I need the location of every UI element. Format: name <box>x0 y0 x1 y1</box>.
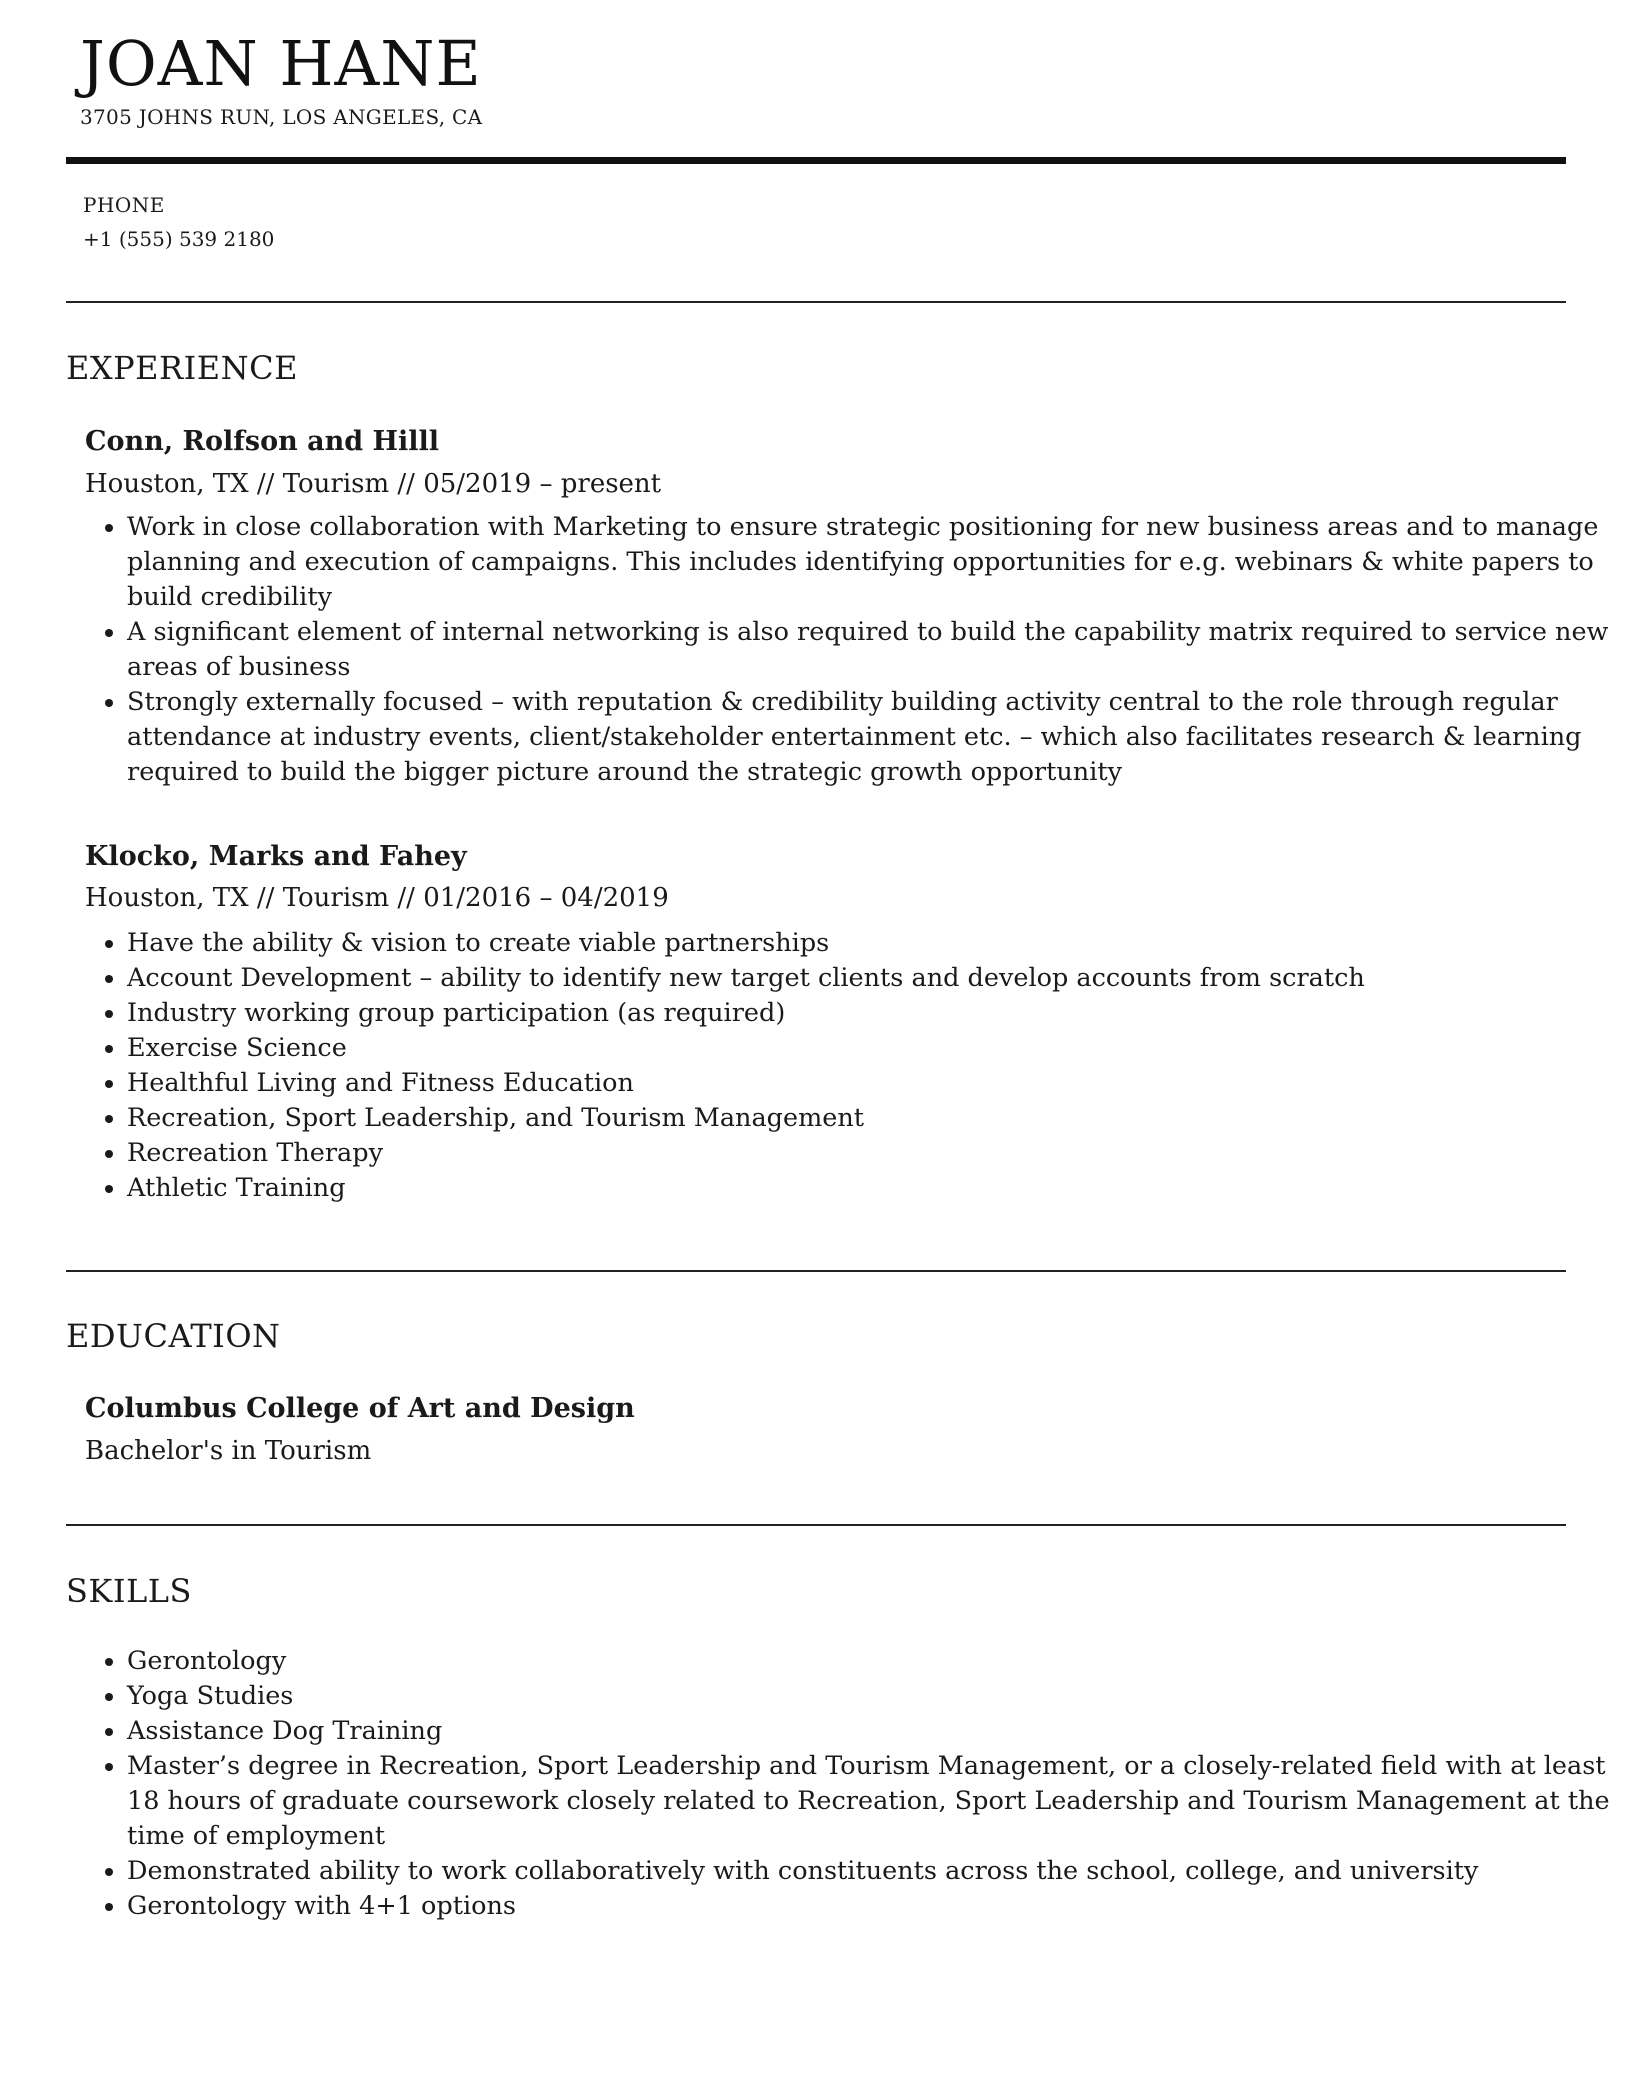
list-item: • Work in close collaboration with Marketing to ensure strategic positioning for new business areas and to manage planning and execution of campaigns. This includes identifying opportunities for e.g. webinars & white papers to build credibility <box>127 510 1617 615</box>
experience-heading: EXPERIENCE <box>66 349 298 387</box>
job-meta: Houston, TX // Tourism // 05/2019 – present <box>85 469 662 499</box>
job-company: Conn, Rolfson and Hilll <box>85 426 440 457</box>
list-item: • Yoga Studies <box>127 1679 1617 1714</box>
candidate-name: JOAN HANE <box>80 27 482 100</box>
list-item: • Athletic Training <box>127 1171 1617 1206</box>
section-divider <box>66 1270 1566 1272</box>
phone-label: PHONE <box>83 193 165 217</box>
degree: Bachelor's in Tourism <box>85 1436 372 1466</box>
education-heading: EDUCATION <box>66 1317 281 1355</box>
phone-value: +1 (555) 539 2180 <box>83 227 275 251</box>
list-item: • Assistance Dog Training <box>127 1714 1617 1749</box>
list-item: • Healthful Living and Fitness Education <box>127 1066 1617 1101</box>
list-item: • Account Development – ability to identify new target clients and develop accounts from scratch <box>127 961 1617 996</box>
list-item: • Master’s degree in Recreation, Sport Leadership and Tourism Management, or a closely-related field with at least 18 hours of graduate coursework closely related to Recreation, Sport Leadership and Tourism Management at the time of employment <box>127 1749 1617 1854</box>
job-company: Klocko, Marks and Fahey <box>85 841 467 872</box>
job-meta: Houston, TX // Tourism // 01/2016 – 04/2019 <box>85 883 669 913</box>
section-divider <box>66 301 1566 303</box>
list-item: • Recreation, Sport Leadership, and Tourism Management <box>127 1101 1617 1136</box>
job-bullets <box>85 510 1617 790</box>
list-item: • Gerontology <box>127 1644 1617 1679</box>
list-item: • Exercise Science <box>127 1031 1617 1066</box>
list-item: • Industry working group participation (as required) <box>127 996 1617 1031</box>
school-name: Columbus College of Art and Design <box>85 1393 635 1424</box>
list-item: • Demonstrated ability to work collaboratively with constituents across the school, college, and university <box>127 1854 1617 1889</box>
list-item: • Recreation Therapy <box>127 1136 1617 1171</box>
list-item: • Have the ability & vision to create viable partnerships <box>127 926 1617 961</box>
header-divider <box>66 157 1566 164</box>
list-item: • Gerontology with 4+1 options <box>127 1889 1617 1924</box>
list-item: • A significant element of internal networking is also required to build the capability matrix required to service new areas of business <box>127 615 1617 685</box>
job-bullets <box>85 926 1617 1206</box>
candidate-address: 3705 JOHNS RUN, LOS ANGELES, CA <box>80 105 483 129</box>
skills-list <box>85 1644 1617 1924</box>
section-divider <box>66 1524 1566 1526</box>
skills-heading: SKILLS <box>66 1572 192 1610</box>
list-item: • Strongly externally focused – with reputation & credibility building activity central to the role through regular attendance at industry events, client/stakeholder entertainment etc. – which also facilitates research & learning required to build the bigger picture around the strategic growth opportunity <box>127 685 1617 790</box>
